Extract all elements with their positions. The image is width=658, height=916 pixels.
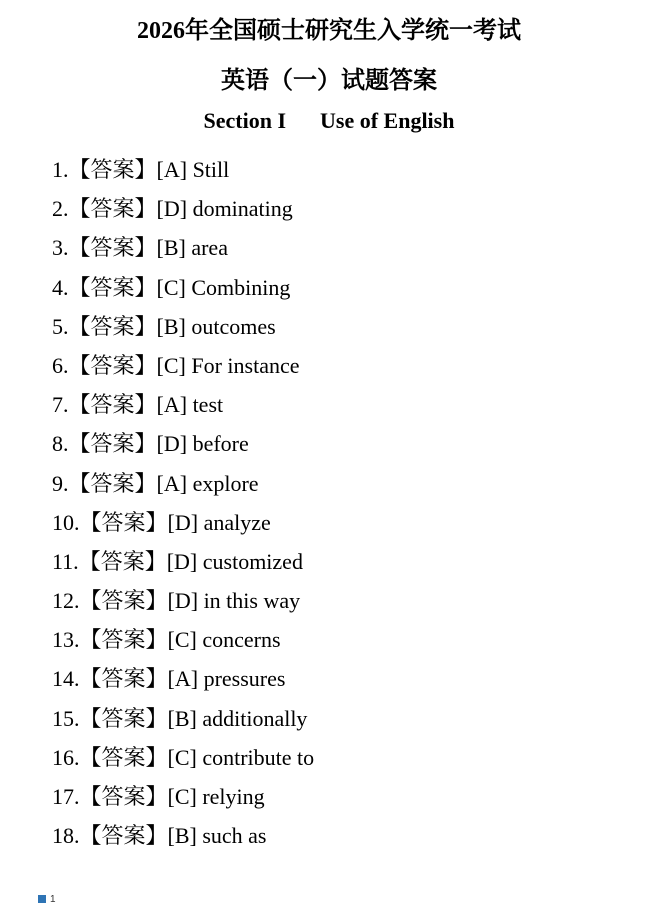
answer-option: [D] xyxy=(167,509,199,535)
answer-tag: 【答案】 xyxy=(79,823,168,849)
document-title: 2026年全国硕士研究生入学统一考试 xyxy=(137,18,521,44)
answer-text: before xyxy=(192,431,249,457)
answer-text: test xyxy=(192,392,224,418)
answer-option: [C] xyxy=(156,352,186,378)
answer-tag: 【答案】 xyxy=(78,548,167,574)
answer-row xyxy=(52,346,314,385)
answer-row xyxy=(52,620,314,659)
answer-row xyxy=(52,699,314,738)
answer-option: [B] xyxy=(167,823,197,849)
answer-tag: 【答案】 xyxy=(79,784,168,809)
answer-option: [C] xyxy=(167,744,197,770)
answer-number: 11. xyxy=(52,548,79,574)
answer-tag: 【答案】 xyxy=(79,509,168,535)
answer-row xyxy=(52,189,314,228)
answer-text: pressures xyxy=(203,666,286,692)
answer-option: [D] xyxy=(156,196,188,222)
answer-number: 17. xyxy=(52,784,80,809)
section-name: Use of English xyxy=(320,108,455,133)
answer-tag: 【答案】 xyxy=(68,157,157,182)
answer-row xyxy=(52,424,314,463)
answer-row xyxy=(52,150,314,189)
answer-number: 9. xyxy=(52,470,69,496)
answer-tag: 【答案】 xyxy=(68,470,157,496)
answer-option: [A] xyxy=(156,392,188,418)
answer-text: area xyxy=(191,235,228,261)
answer-number: 16. xyxy=(52,744,80,770)
answer-text: explore xyxy=(192,470,259,496)
answer-option: [B] xyxy=(167,705,197,731)
answer-text: such as xyxy=(202,823,267,849)
answer-option: [B] xyxy=(156,313,186,339)
answer-tag: 【答案】 xyxy=(68,196,157,222)
answer-option: [A] xyxy=(156,470,188,496)
answer-number: 1. xyxy=(52,157,69,182)
answer-number: 10. xyxy=(52,509,80,535)
answer-text: For instance xyxy=(191,352,300,378)
answer-tag: 【答案】 xyxy=(68,274,157,300)
answer-option: [C] xyxy=(156,274,186,300)
answer-tag: 【答案】 xyxy=(68,352,157,378)
answer-row xyxy=(52,659,314,698)
answer-row xyxy=(52,464,314,503)
answer-text: contribute to xyxy=(202,744,315,770)
answer-number: 2. xyxy=(52,196,69,222)
section-heading xyxy=(0,108,658,134)
answer-row xyxy=(52,503,314,542)
section-label: Section I xyxy=(203,108,286,133)
answer-option: [B] xyxy=(156,235,186,261)
page-marker-icon xyxy=(38,895,46,903)
answer-text: outcomes xyxy=(191,313,276,339)
answer-option: [D] xyxy=(166,548,198,574)
answer-text: relying xyxy=(202,784,265,809)
answer-option: [C] xyxy=(167,627,197,653)
answer-row xyxy=(52,581,314,620)
answer-option: [A] xyxy=(156,157,188,182)
answer-number: 13. xyxy=(52,627,80,653)
answer-tag: 【答案】 xyxy=(68,313,157,339)
answer-text: customized xyxy=(202,548,303,574)
answer-tag: 【答案】 xyxy=(79,744,168,770)
answer-option: [D] xyxy=(156,431,188,457)
answer-number: 6. xyxy=(52,352,69,378)
answer-text: additionally xyxy=(202,705,308,731)
answer-text: Still xyxy=(192,157,230,182)
answer-text: concerns xyxy=(202,627,281,653)
answer-tag: 【答案】 xyxy=(79,627,168,653)
answer-tag: 【答案】 xyxy=(68,235,157,261)
answer-row xyxy=(52,777,314,816)
page-footer xyxy=(38,893,56,905)
answer-list xyxy=(52,150,314,855)
answer-text: dominating xyxy=(192,196,293,222)
answer-tag: 【答案】 xyxy=(79,705,168,731)
answer-number: 5. xyxy=(52,313,69,339)
answer-number: 7. xyxy=(52,392,69,418)
answer-tag: 【答案】 xyxy=(79,666,168,692)
document-subtitle: 英语（一）试题答案 xyxy=(221,68,437,94)
answer-row xyxy=(52,268,314,307)
answer-row xyxy=(52,307,314,346)
answer-option: [C] xyxy=(167,784,197,809)
answer-text: Combining xyxy=(191,274,291,300)
answer-number: 8. xyxy=(52,431,69,457)
answer-number: 3. xyxy=(52,235,69,261)
answer-number: 4. xyxy=(52,274,69,300)
answer-number: 18. xyxy=(52,823,80,849)
answer-row xyxy=(52,228,314,267)
answer-text: in this way xyxy=(203,588,301,614)
answer-row xyxy=(52,542,314,581)
answer-number: 14. xyxy=(52,666,80,692)
answer-option: [A] xyxy=(167,666,199,692)
answer-text: analyze xyxy=(203,509,271,535)
answer-row xyxy=(52,738,314,777)
answer-tag: 【答案】 xyxy=(68,431,157,457)
answer-option: [D] xyxy=(167,588,199,614)
answer-number: 12. xyxy=(52,588,80,614)
answer-row xyxy=(52,816,314,855)
answer-tag: 【答案】 xyxy=(68,392,157,418)
answer-tag: 【答案】 xyxy=(79,588,168,614)
page-number: 1 xyxy=(50,893,56,905)
answer-number: 15. xyxy=(52,705,80,731)
answer-row xyxy=(52,385,314,424)
